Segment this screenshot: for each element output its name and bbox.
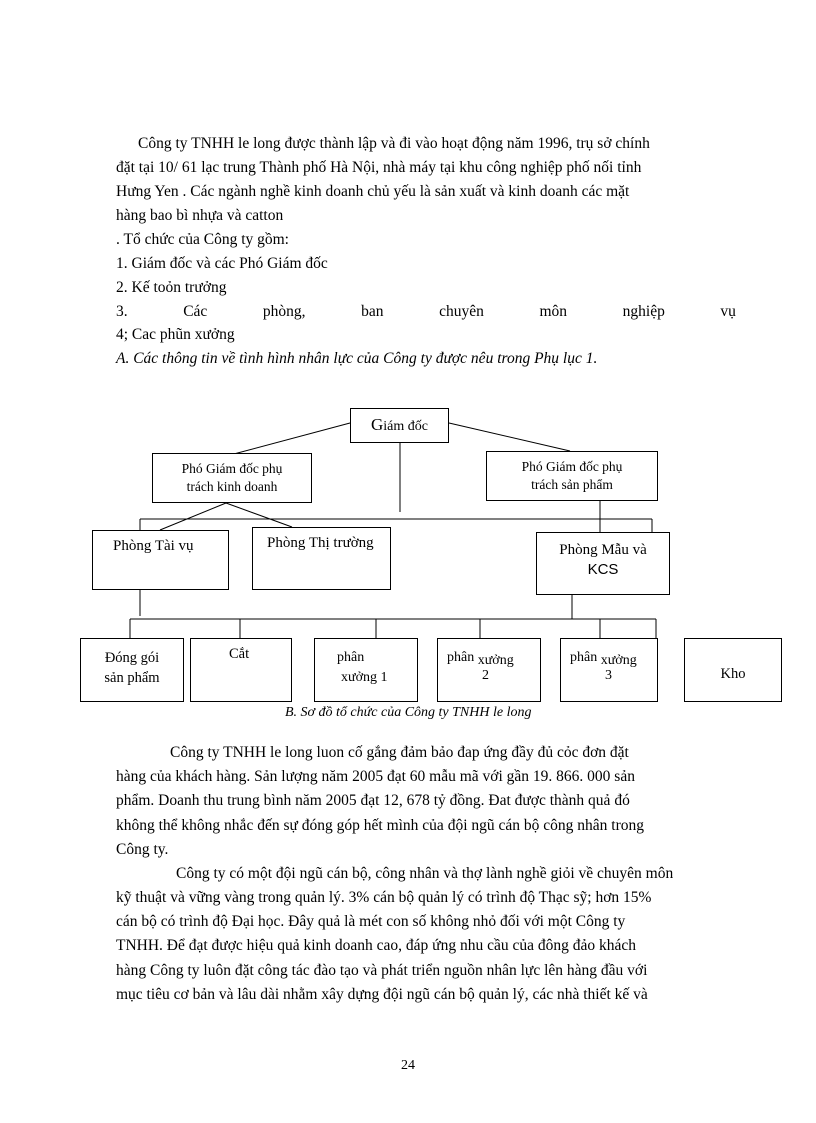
unit-packing-box [80, 638, 184, 702]
unit-cut-box [190, 638, 292, 702]
dept-sample-line-1: Phòng Mẫu và [559, 542, 647, 558]
ws2-word-b: xưởng [477, 653, 514, 668]
vp-business-line-1: Phó Giám đốc phụ [181, 461, 283, 476]
word: Các [183, 303, 208, 320]
body-p2-line-3: cán bộ có trình độ Đại học. Đây quả là mét con số không nhỏ đối với một Công ty [116, 913, 626, 930]
note-a: A. Các thông tin về tình hình nhân lực của Công ty được nêu trong Phụ lục 1. [116, 350, 598, 367]
body-p2-line-4: TNHH. Để đạt được hiệu quả kinh doanh cao, đáp ứng nhu cầu của đông đảo khách [116, 937, 636, 954]
body-p1-line-3: phẩm. Doanh thu trung bình năm 2005 đạt 12, 678 tỷ đồng. Đat được thành quả đó [116, 792, 630, 809]
body-p1-line-1: Công ty TNHH le long luon cố gắng đảm bảo đap ứng đầy đủ cỏc đơn đặt [170, 744, 629, 761]
word: nghiệp [622, 303, 665, 320]
unit-workshop-3-box [560, 638, 658, 702]
ws3-number: 3 [605, 668, 612, 683]
dept-finance-box [92, 530, 229, 590]
ws2-number: 2 [482, 668, 489, 683]
word: phòng, [262, 303, 306, 320]
director-initial: G [371, 415, 384, 434]
intro-line-2: đặt tại 10/ 61 lạc trung Thành phố Hà Nội, nhà máy tại khu công nghiệp phố nối tỉnh [116, 159, 642, 176]
word: môn [539, 303, 568, 320]
body-p2-line-5: hàng Công ty luôn đặt công tác đào tạo và phát triển nguồn nhân lực lên hàng đầu với [116, 962, 648, 979]
body-p1-line-5: Công ty. [116, 841, 169, 858]
dept-finance-label: Phòng Tài vụ [113, 538, 194, 554]
vp-production-box [486, 451, 658, 501]
word: ban [361, 303, 384, 320]
dept-market-box [252, 527, 391, 590]
body-p1-line-2: hàng của khách hàng. Sản lượng năm 2005 đạt 60 mẫu mã với gần 19. 866. 000 sản [116, 768, 635, 785]
intro-line-1: Công ty TNHH le long được thành lập và đi vào hoạt động năm 1996, trụ sở chính [138, 135, 650, 152]
ws2-word-a: phân [447, 650, 478, 665]
ws3-word-b: xưởng [600, 653, 637, 668]
unit-packing-line-1: Đóng gói [104, 650, 160, 666]
org-list-item-1: 1. Giám đốc và các Phó Giám đốc [116, 255, 328, 272]
ws3-word-a: phân [570, 650, 601, 665]
unit-workshop-1-box [314, 638, 418, 702]
intro-line-4: hàng bao bì nhựa và catton [116, 207, 284, 224]
org-list-item-4: 4; Cac phũn xưởng [116, 326, 235, 343]
vp-business-box [152, 453, 312, 503]
body-p2-line-1: Công ty có một đội ngũ cán bộ, công nhân và thợ lành nghề giỏi về chuyên môn [176, 865, 674, 882]
vp-production-line-2: trách sản phẩm [531, 477, 613, 492]
org-list-heading: . Tổ chức của Công ty gồm: [116, 231, 289, 248]
page-number: 24 [401, 1058, 415, 1073]
intro-line-3: Hưng Yen . Các ngành nghề kinh doanh chủ yếu là sản xuất và kinh doanh các mặt [116, 183, 630, 200]
vp-business-line-2: trách kinh doanh [186, 479, 278, 494]
dept-sample-line-2: KCS [587, 561, 619, 578]
dept-market-label: Phòng Thị trường [267, 535, 374, 551]
unit-cut-label: Cắt [229, 646, 250, 662]
ws2-line-1 [447, 649, 514, 667]
unit-store-label: Kho [720, 666, 746, 682]
body-p2-line-6: mục tiêu cơ bản và lâu dài nhằm xây dựng đội ngũ cán bộ quản lý, các nhà thiết kế và [116, 986, 648, 1003]
chart-caption: B. Sơ đồ tổ chức của Công ty TNHH le long [285, 705, 532, 720]
dept-sample-box [536, 532, 670, 595]
body-p1-line-4: không thể không nhắc đến sự đóng góp hết mình của đội ngũ cán bộ công nhân trong [116, 817, 644, 834]
unit-packing-line-2: sản phẩm [104, 670, 160, 686]
ws3-line-1 [570, 649, 637, 667]
unit-store-box [684, 638, 782, 702]
word: vụ [720, 303, 736, 320]
ws1-line-1: phân [337, 650, 365, 665]
director-label: iám đốc [383, 419, 428, 434]
org-list-item-2: 2. Kế toỏn trưởng [116, 279, 227, 296]
word: chuyên [439, 303, 484, 320]
body-p2-line-2: kỹ thuật và vững vàng trong quản lý. 3% cán bộ quản lý có trình độ Thạc sỹ; hơn 15% [116, 889, 652, 906]
vp-production-line-1: Phó Giám đốc phụ [521, 459, 623, 474]
ws1-line-2: xưởng 1 [341, 670, 388, 685]
director-box [350, 408, 449, 443]
unit-workshop-2-box [437, 638, 541, 702]
word: 3. [116, 303, 128, 320]
